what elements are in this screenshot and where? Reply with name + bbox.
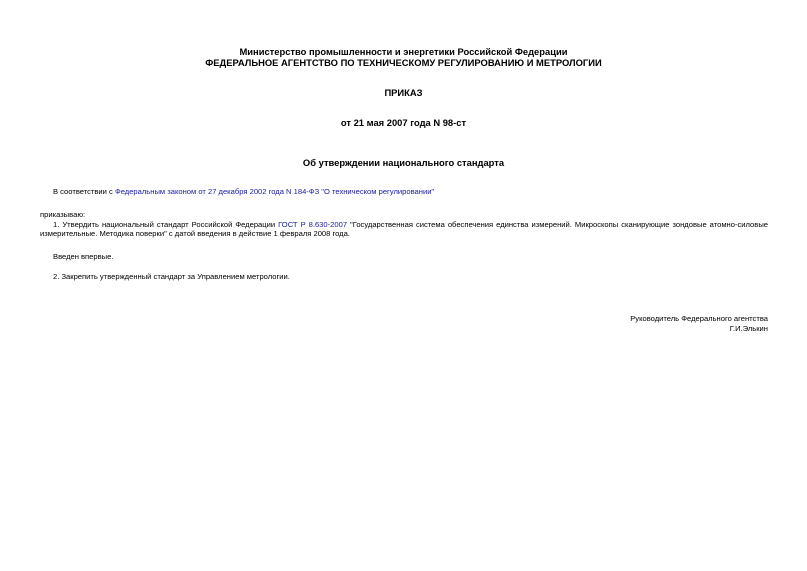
order-date: от 21 мая 2007 года N 98-ст	[340, 117, 467, 128]
order-word: приказываю:	[40, 210, 86, 219]
item-2-paragraph: 2. Закрепить утвержденный стандарт за Управлением метрологии.	[53, 272, 290, 281]
federal-law-link[interactable]: Федеральным законом от 27 декабря 2002 года N 184-ФЗ "О техническом регулировании"	[114, 187, 435, 196]
ministry-name: Министерство промышленности и энергетики Российской Федерации	[239, 46, 568, 57]
introduced-note: Введен впервые.	[53, 252, 114, 261]
item-1-prefix: 1. Утвердить национальный стандарт Российской Федерации	[53, 220, 279, 229]
gost-link[interactable]: ГОСТ Р 8.630-2007	[278, 220, 348, 229]
agency-name: ФЕДЕРАЛЬНОЕ АГЕНТСТВО ПО ТЕХНИЧЕСКОМУ РЕГУЛИРОВАНИЮ И МЕТРОЛОГИИ	[205, 57, 602, 68]
intro-prefix: В соответствии с	[53, 187, 115, 196]
signatory-position: Руководитель Федерального агентства	[630, 314, 768, 323]
order-subject: Об утверждении национального стандарта	[302, 157, 505, 168]
signatory-name: Г.И.Элькин	[729, 324, 768, 333]
item-1-suffix: "Государственная система обеспечения единства измерений. Микроскопы сканирующие зондовые атомно-силовые измерительные. Методика поверки" с датой введения в действие 1 февраля 2008 года.	[40, 220, 768, 239]
intro-paragraph	[53, 187, 434, 196]
item-1-paragraph	[40, 220, 768, 239]
order-title: ПРИКАЗ	[384, 87, 423, 98]
